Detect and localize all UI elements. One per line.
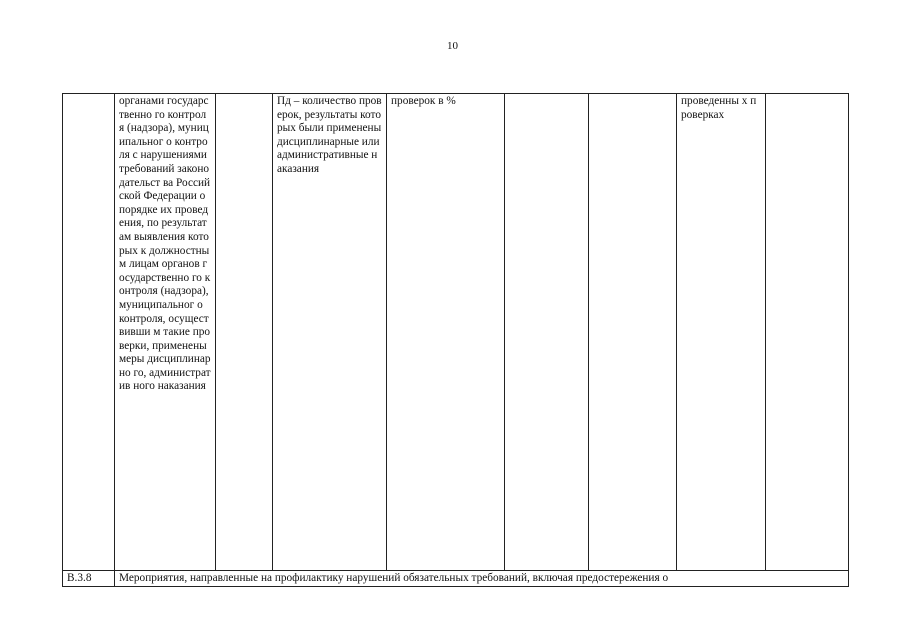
table-row [63, 94, 849, 571]
cell-empty [216, 94, 273, 571]
cell-unit: проверок в % [387, 94, 505, 571]
cell-empty [505, 94, 589, 571]
page-number: 10 [447, 40, 458, 52]
cell-empty [766, 94, 849, 571]
cell-code [63, 94, 115, 571]
cell-empty [589, 94, 677, 571]
cell-code: B.3.8 [63, 571, 115, 587]
cell-source: проведенны х проверках [677, 94, 766, 571]
table-row [63, 571, 849, 587]
document-table [62, 93, 849, 587]
cell-indicator-name: органами государственно го контроля (надзора), муниципальног о контроля с нарушениями требований законодательст ва Российской Федерации о порядке их проведения, по результатам выявления которых к должностным лицам органов государственно го контроля (надзора), муниципальног о контроля, осуществивши м такие проверки, применены меры дисциплинарно го, административ ного наказания [115, 94, 216, 571]
cell-section-title: Мероприятия, направленные на профилактику нарушений обязательных требований, включая предостережения о [115, 571, 849, 587]
cell-formula: Пд – количество проверок, результаты которых были применены дисциплинарные или административные наказания [273, 94, 387, 571]
